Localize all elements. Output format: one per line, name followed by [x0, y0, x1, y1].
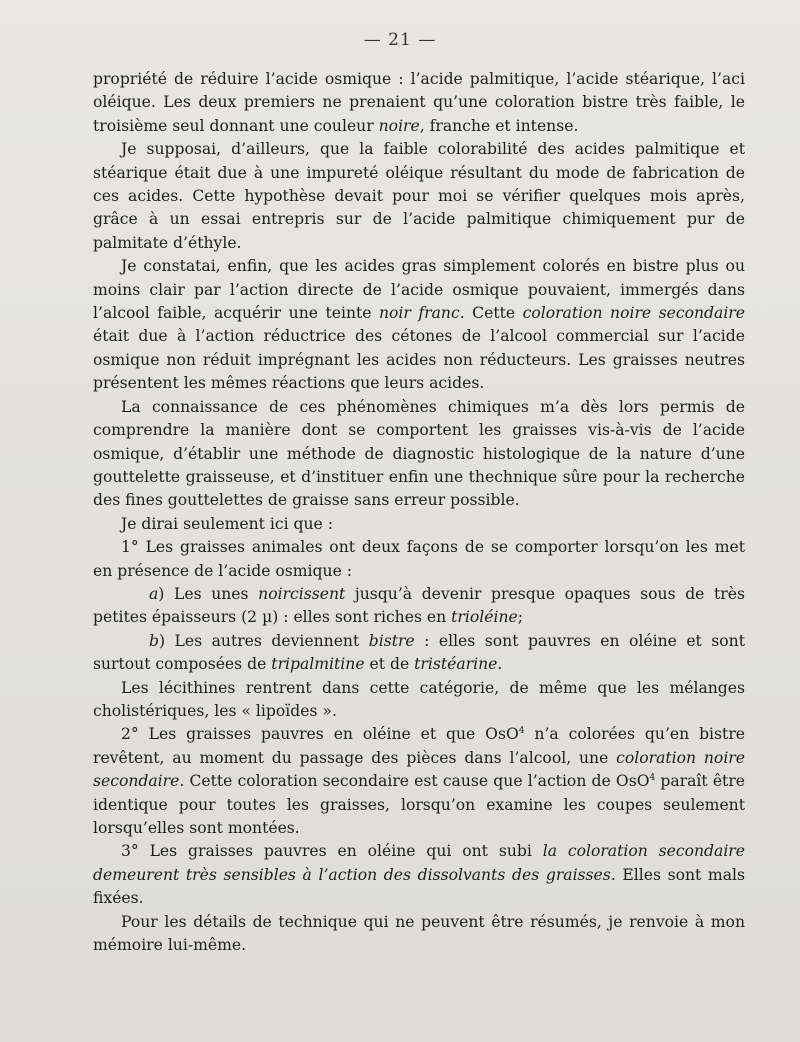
text-run: ;	[517, 608, 523, 627]
paragraph-p6	[93, 536, 745, 583]
page-number: — 21 —	[363, 30, 437, 50]
italic-run: tripalmitine	[271, 655, 365, 674]
text-run: . Cette	[459, 304, 523, 323]
paragraph-p4	[93, 396, 745, 513]
italic-run: tristéarine	[414, 655, 498, 674]
paragraph-p8	[93, 630, 745, 677]
text-run: . Elles sont mals fixées.	[93, 865, 745, 908]
italic-run: b	[149, 631, 159, 650]
text-run: 3° Les graisses pauvres en oléine qui ont subi	[121, 842, 543, 861]
text-run: ) Les autres deviennent	[158, 631, 369, 650]
italic-run: noir franc	[379, 304, 460, 323]
text-run: et de	[364, 655, 415, 674]
italic-run: bistre	[368, 631, 415, 650]
text-run: paraît être identique pour toutes les graisses, lorsqu’on examine les coupes seulement lorsqu’elles sont montées.	[93, 772, 746, 837]
italic-run: a	[149, 584, 159, 603]
text-run: Je constatai, enfin, que les acides gras simplement colorés en bistre plus ou moins clair par l’action directe de l’acide osmique pouvaient, immergés dans l’alcool faible, acquérir une teinte	[93, 257, 745, 323]
text-run: 2° Les graisses pauvres en oléine et que OsO	[121, 725, 519, 744]
italic-run: la coloration secondaire demeurent très sensibles à l’action des dissolvants des graisses	[93, 842, 745, 884]
paragraph-p5	[93, 513, 745, 536]
text-run: Pour les détails de technique qui ne peuvent être résumés, je renvoie à mon mémoire lui-même.	[93, 912, 745, 955]
text-run: 1° Les graisses animales ont deux façons de se comporter lorsqu’on les met en présence de l’acide osmique :	[93, 538, 745, 580]
text-run: ) Les unes	[158, 584, 259, 603]
text-run: jusqu’à devenir presque opaques sous de très petites épaisseurs (2 µ) : elles sont riches en	[93, 584, 745, 627]
italic-run: noire	[378, 116, 420, 135]
paragraph-p9	[93, 677, 745, 724]
text-run: était due à l’action réductrice des cétones de l’alcool commercial sur l’acide osmique non réduit imprégnant les acides non réducteurs. Les graisses neutres présentent les mêmes réactions que leurs acides.	[93, 327, 745, 393]
paragraph-p1	[93, 68, 745, 138]
italic-run: coloration noire secondaire	[522, 304, 745, 323]
italic-run: coloration noire secondaire	[93, 748, 745, 791]
italic-run: noircissent	[258, 584, 346, 603]
text-run: Je supposai, d’ailleurs, que la faible colorabilité des acides palmitique et stéarique était due à une impureté oléique résultant du mode de fabrication de ces acides. Cette hypothèse devait pour moi se vérifier quelques mois après, grâce à un essai entrepris sur de l’acide palmitique chimiquement pur de palmitate d’éthyle.	[93, 140, 745, 252]
paragraph-p11	[93, 840, 745, 910]
paragraph-p3	[93, 255, 745, 395]
text-run: La connaissance de ces phénomènes chimiques m’a dès lors permis de comprendre la manière dont se comportent les graisses vis-à-vis de l’acide osmique, d’établir une méthode de diagnostic histologique de la nature d’une gouttelette graisseuse, et d’instituer enfin une thechnique sûre pour la recherche des fines gouttelettes de graisse sans erreur possible.	[93, 397, 745, 510]
text-run: , franche et intense.	[419, 116, 579, 135]
paragraph-p2	[93, 138, 745, 255]
text-run: . Cette coloration secondaire est cause que l’action de OsO	[179, 772, 650, 791]
italic-run: trioléine	[451, 608, 518, 627]
superscript-run: 4	[518, 726, 525, 737]
text-run: Je dirai seulement ici que :	[121, 514, 334, 533]
superscript-run: 4	[649, 773, 656, 784]
text-run: Les lécithines rentrent dans cette catégorie, de même que les mélanges cholistériques, les « lipoïdes ».	[93, 678, 745, 720]
body-text	[93, 68, 745, 957]
text-run: .	[497, 655, 503, 674]
paragraph-p7	[93, 583, 745, 630]
text-run: n’a colorées qu’en bistre revêtent, au moment du passage des pièces dans l’alcool, une	[93, 725, 745, 767]
paragraph-p10	[93, 723, 745, 840]
text-run: propriété de réduire l’acide osmique : l’acide palmitique, l’acide stéarique, l’aci oléique. Les deux premiers ne prenaient qu’une coloration bistre très faible, le troisième seul donnant une couleur	[93, 70, 745, 135]
text-run: : elles sont pauvres en oléine et sont surtout composées de	[93, 631, 745, 674]
paragraph-p12	[93, 911, 745, 958]
